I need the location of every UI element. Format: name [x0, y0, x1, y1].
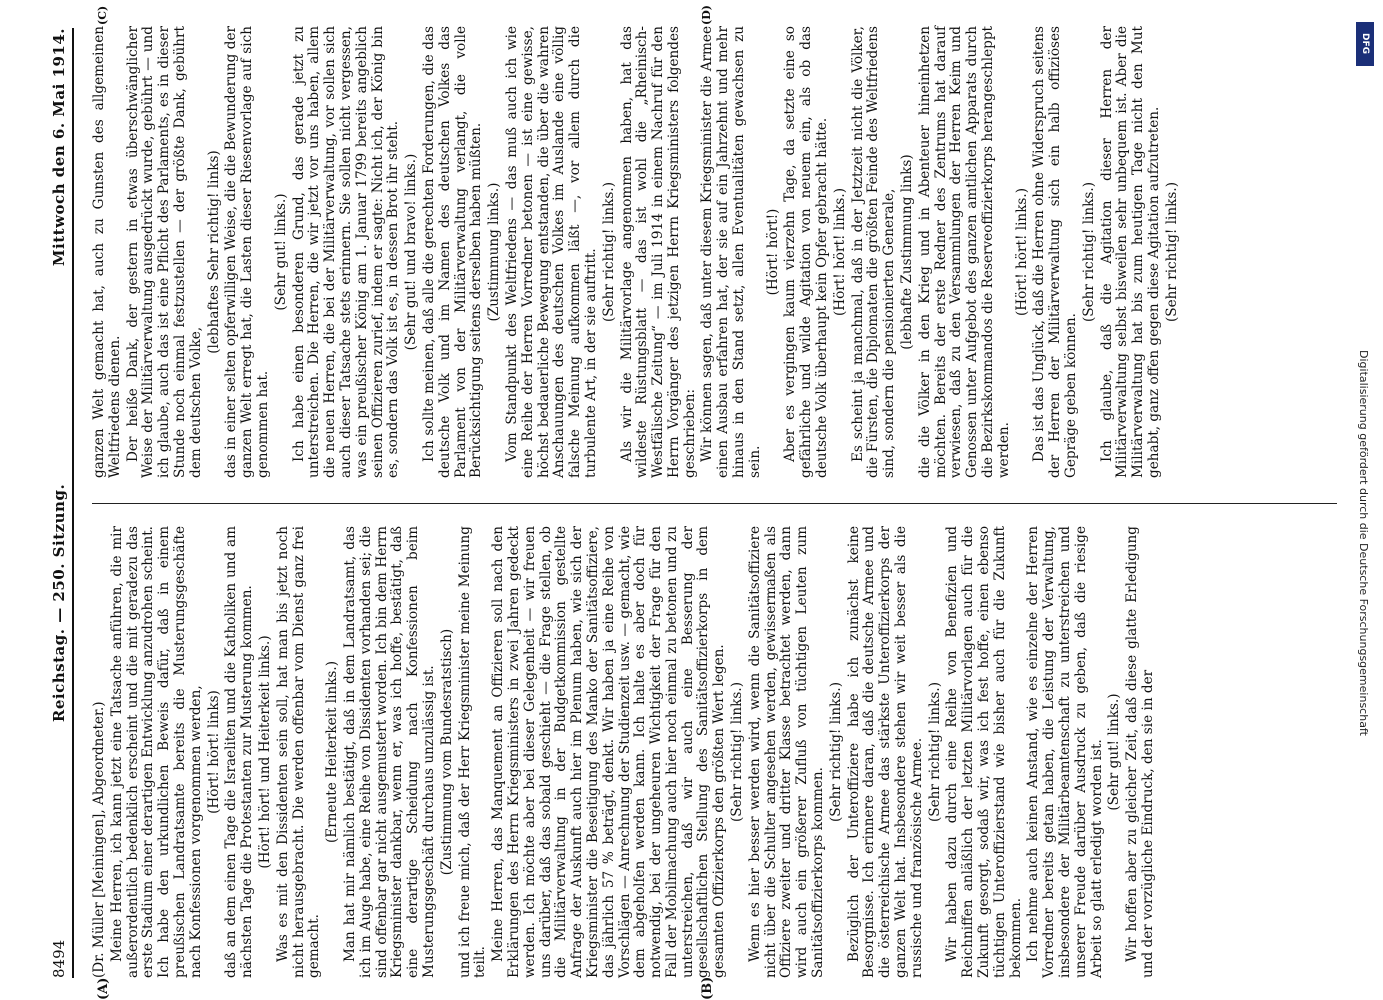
interjection: (Zustimmung links.) [486, 182, 503, 322]
interjection: (Sehr richtig! links.) [1080, 181, 1097, 323]
paragraph: Meine Herren, ich kann jetzt eine Tatsache anführen, die mir außerordentlich bedenklich erscheint und die mit geradezu das erste Stadium einer derartigen Entwicklung anzudrohen scheint. Ich habe den urkundlichen Beweis dafür, daß in einem preußischen Landratsamte bereits die Musterungsgeschäfte nach Konfessionen vorgenommen werden, [108, 526, 204, 978]
interjection: (Sehr gut! und bravo! links.) [403, 153, 420, 351]
interjection: (Hört! hört! links.) [831, 187, 848, 317]
interjection: (Hört! hört! links.) [1013, 187, 1030, 317]
paragraph: Als wir die Militärvorlage angenommen haben, hat das wildeste Rüstungsblatt — das ist wohl die „Rheinisch-Westfälische Zeitung“ — im Juli 1914 in einem Nachruf für den Herrn Vorgänger des jetzigen Herrn Kriegsministers folgendes geschrieben: [618, 26, 698, 478]
paragraph: Was es mit den Dissidenten sein soll, hat man bis jetzt noch nicht herausgebracht. Die werden offenbar vom Dienst ganz frei gemacht. [274, 526, 323, 978]
paragraph: Bezüglich der Unteroffiziere habe ich zunächst keine Besorgnisse. Ich erinnere daran, daß die deutsche Armee und die österreichische Armee das stärkste Unteroffizierkorps der ganzen Welt hat. Insbesondere stehen wir weit besser als die russische und französische Armee. [845, 526, 925, 978]
interjection: (Sehr gut! links.) [272, 193, 289, 311]
paragraph: Man hat mir nämlich bestätigt, daß in dem Landratsamt, das ich im Auge habe, eine Reihe von Dissidenten vorhanden sei; die sind offenbar gar nicht ausgemustert worden. Ich bin dem Herrn Kriegsminister dankbar, wenn er, was ich hoffe, bestätigt, daß eine derartige Scheidung nach Konfessionen beim Musterungsgeschäft durchaus unzulässig ist. [341, 526, 437, 978]
interjection: (lebhafte Zustimmung links) [899, 154, 916, 350]
interjection: (Hört! hört! links) [205, 690, 222, 814]
paragraph: Ich habe einen besonderen Grund, das gerade jetzt zu unterstreichen. Die Herren, die wir jetzt vor uns haben, allem die neuen Herren, die bei der Militärverwaltung, vor sollen sich auch dieser Tatsache stets erinnern. Sie sollen nicht vergessen, was ein preußischer König am 1. Januar 1799 bereits angeblich seinen Offizieren zurief, indem er sagte: Nicht ich, der König bin es, sondern das Volk ist es, in dessen Brot ihr steht. [290, 26, 402, 478]
page-number: 8494 [50, 939, 68, 978]
digitization-note: Digitalisierung gefördert durch die Deutsche Forschungsgemeinschaft [1357, 350, 1370, 736]
margin-mark-d: (D) [700, 5, 713, 25]
interjection: (Hört! hört! und Heiterkeit links.) [256, 635, 273, 869]
paragraph: Meine Herren, das Manquement an Offizieren soll nach den Erklärungen des Herrn Kriegsministers in zwei Jahren gedeckt werden. Ich möchte aber bei dieser Gelegenheit — wir freuen uns darüber, daß das sobald geschieht — die Frage stellen, ob die Militärverwaltung in der Budgetkommission gestellte Anfrage der Auskunft auch hier im Plenum haben, wie sich der Kriegsminister die Beseitigung des Manko der Sanitätsoffiziere, das jährlich 57 % beträgt, denkt. Wir haben ja eine Reihe von Vorschlägen — Anrechnung der Studienzeit usw. — gemacht, wie dem abgeholfen werden kann. Ich halte es aber doch für notwendig, bei der ungeheuren Wichtigkeit der Frage für den Fall der Mobilmachung auch hier noch einmal zu betonen und zu unterstreichen, daß wir auch eine Besserung der gesellschaftlichen Stellung des Sanitätsoffizierkorps in dem gesamten Offizierkorps den größten Wert legen. [490, 526, 728, 978]
paragraph: die die Völker in den Krieg und in Abenteuer hineinhetzen möchten. Bereits der erste Redner des Zentrums hat darauf verwiesen, daß zu den Versammlungen der Herren Keim und Genossen unter Aufgebot des ganzen amtlichen Apparats durch die Bezirkskommandos die Reserveoffizierkorps herangeschleppt werden. [916, 26, 1012, 478]
interjection: (Sehr richtig! links.) [827, 681, 844, 823]
column-divider [92, 503, 1337, 504]
interjection: (Sehr gut! links.) [1106, 693, 1123, 811]
paragraph: Ich nehme auch keinen Anstand, wie es einzelne der Herren Vorredner bereits getan haben, die Leistung der Verwaltung, insbesondere der Militärbeamtenschaft zu unterstreichen und unserer Freude darüber Ausdruck zu geben, daß die riesige Arbeit so glatt erledigt worden ist. [1025, 526, 1105, 978]
left-text-column [92, 526, 1159, 978]
interjection: (Sehr richtig! links.) [926, 681, 943, 823]
paragraph: (Dr. Müller [Meiningen], Abgeordneter.) [91, 701, 107, 978]
paragraph: daß an dem einen Tage die Israeliten und die Katholiken und am nächsten Tage die Protestanten zur Musterung kommen. [223, 526, 256, 978]
interjection: (Hört! hört!) [764, 208, 781, 296]
paragraph: Wir hoffen aber zu gleicher Zeit, daß diese glatte Erledigung und der vorzügliche Eindruck, den sie in der [1124, 526, 1156, 978]
paragraph: Ich glaube, daß die Agitation dieser Herren der Militärverwaltung selbst bisweilen sehr unbequem ist. Aber die Militärverwaltung hat bis zum heutigen Tage nicht den Mut gehabt, ganz offen gegen diese Agitation aufzutreten. [1098, 26, 1162, 478]
interjection: (Zustimmung vom Bundesratstisch) [438, 628, 455, 876]
paragraph: Vom Standpunkt des Weltfriedens — das muß auch ich wie eine Reihe der Herren Vorredner betonen — ist eine gewisse, höchst bedauerliche Bewegung entstanden, die über die wahren Anschauungen des deutschen Volkes im Auslande eine völlig falsche Meinung aufkommen läßt —, vor allem durch die turbulente Art, in der sie auftritt. [503, 26, 599, 478]
interjection: (lebhaftes Sehr richtig! links) [205, 150, 222, 354]
paragraph: ganzen Welt gemacht hat, auch zu Gunsten des allgemeinen Weltfriedens dienen. [91, 26, 123, 478]
paragraph: das in einer selten opferwilligen Weise, die die Bewunderung der ganzen Welt erregt hat, die Lasten dieser Riesenvorlage auf sich genommen hat. [223, 26, 271, 478]
right-text-column [92, 26, 1183, 478]
page-date: Mittwoch den 6. Mai 1914. [50, 28, 68, 267]
paragraph: Ich sollte meinen, daß alle die gerechten Forderungen, die das deutsche Volk und im Namen des deutschen Volkes das Parlament von der Militärverwaltung verlangt, die volle Berücksichtigung seitens derselben haben müßten. [420, 26, 485, 478]
margin-mark-c: (C) [96, 5, 109, 25]
interjection: (Erneute Heiterkeit links.) [324, 660, 341, 844]
paragraph: Es scheint ja manchmal, daß in der Jetztzeit nicht die Völker, die Fürsten, die Diplomaten die größten Feinde des Weltfriedens sind, sondern die pensionierten Generale, [849, 26, 898, 478]
paragraph: und ich freue mich, daß der Herr Kriegsminister meine Meinung teilt. [456, 526, 489, 978]
dfg-logo: DFG [1356, 22, 1374, 66]
interjection: (Sehr richtig! links.) [1163, 181, 1180, 323]
margin-mark-b: (B) [700, 976, 715, 1000]
paragraph: Das ist das Unglück, daß die Herren ohne Widerspruch seitens der Herren der Militärverwaltung sich ein halb offiziöses Gepräge geben können. [1031, 26, 1080, 478]
paragraph: Wir können sagen, daß unter diesem Kriegsminister die Armee einen Ausbau erfahren hat, der sie auf ein Jahrzehnt und mehr hinaus in den Stand setzt, allen Eventualitäten gewachsen zu sein. [699, 26, 763, 478]
page-title: Reichstag. — 250. Sitzung. [50, 483, 68, 723]
interjection: (Sehr richtig! links.) [729, 681, 746, 823]
interjection: (Sehr richtig! links.) [600, 181, 617, 323]
paragraph: Der heiße Dank, der gestern in etwas überschwänglicher Weise der Militärverwaltung ausgedrückt wurde, gebührt — und ich glaube, auch das ist eine Pflicht des Parlaments, es in dieser Stunde noch einmal festzustellen — der größte Dank, gebührt dem deutschen Volke, [124, 26, 204, 478]
margin-mark-a: (A) [96, 977, 111, 1000]
paragraph: Wir haben dazu durch eine Reihe von Benefizien und Reichniffen anläßlich der letzten Militärvorlagen auch für die Zukunft gesorgt, sodaß wir, was ich fest hoffe, einen ebenso tüchtigen Unteroffizierstand wie bisher auch für die Zukunft bekommen. [944, 526, 1024, 978]
page-header [50, 28, 74, 978]
paragraph: Wenn es hier besser werden wird, wenn die Sanitätsoffiziere nicht über die Schulter angesehen werden, gewissermaßen als Offiziere zweiter und dritter Klasse betrachtet werden, dann wird auch ein größerer Zufluß von tüchtigen Leuten zum Sanitätsoffizierkorps kommen. [746, 526, 827, 978]
digitization-sidebar [1355, 10, 1377, 990]
paragraph: Aber es vergingen kaum vierzehn Tage, da setzte eine so gefährliche und wilde Agitation von neuem ein, als ob das deutsche Volk überhaupt kein Opfer gebracht hätte. [782, 26, 831, 478]
